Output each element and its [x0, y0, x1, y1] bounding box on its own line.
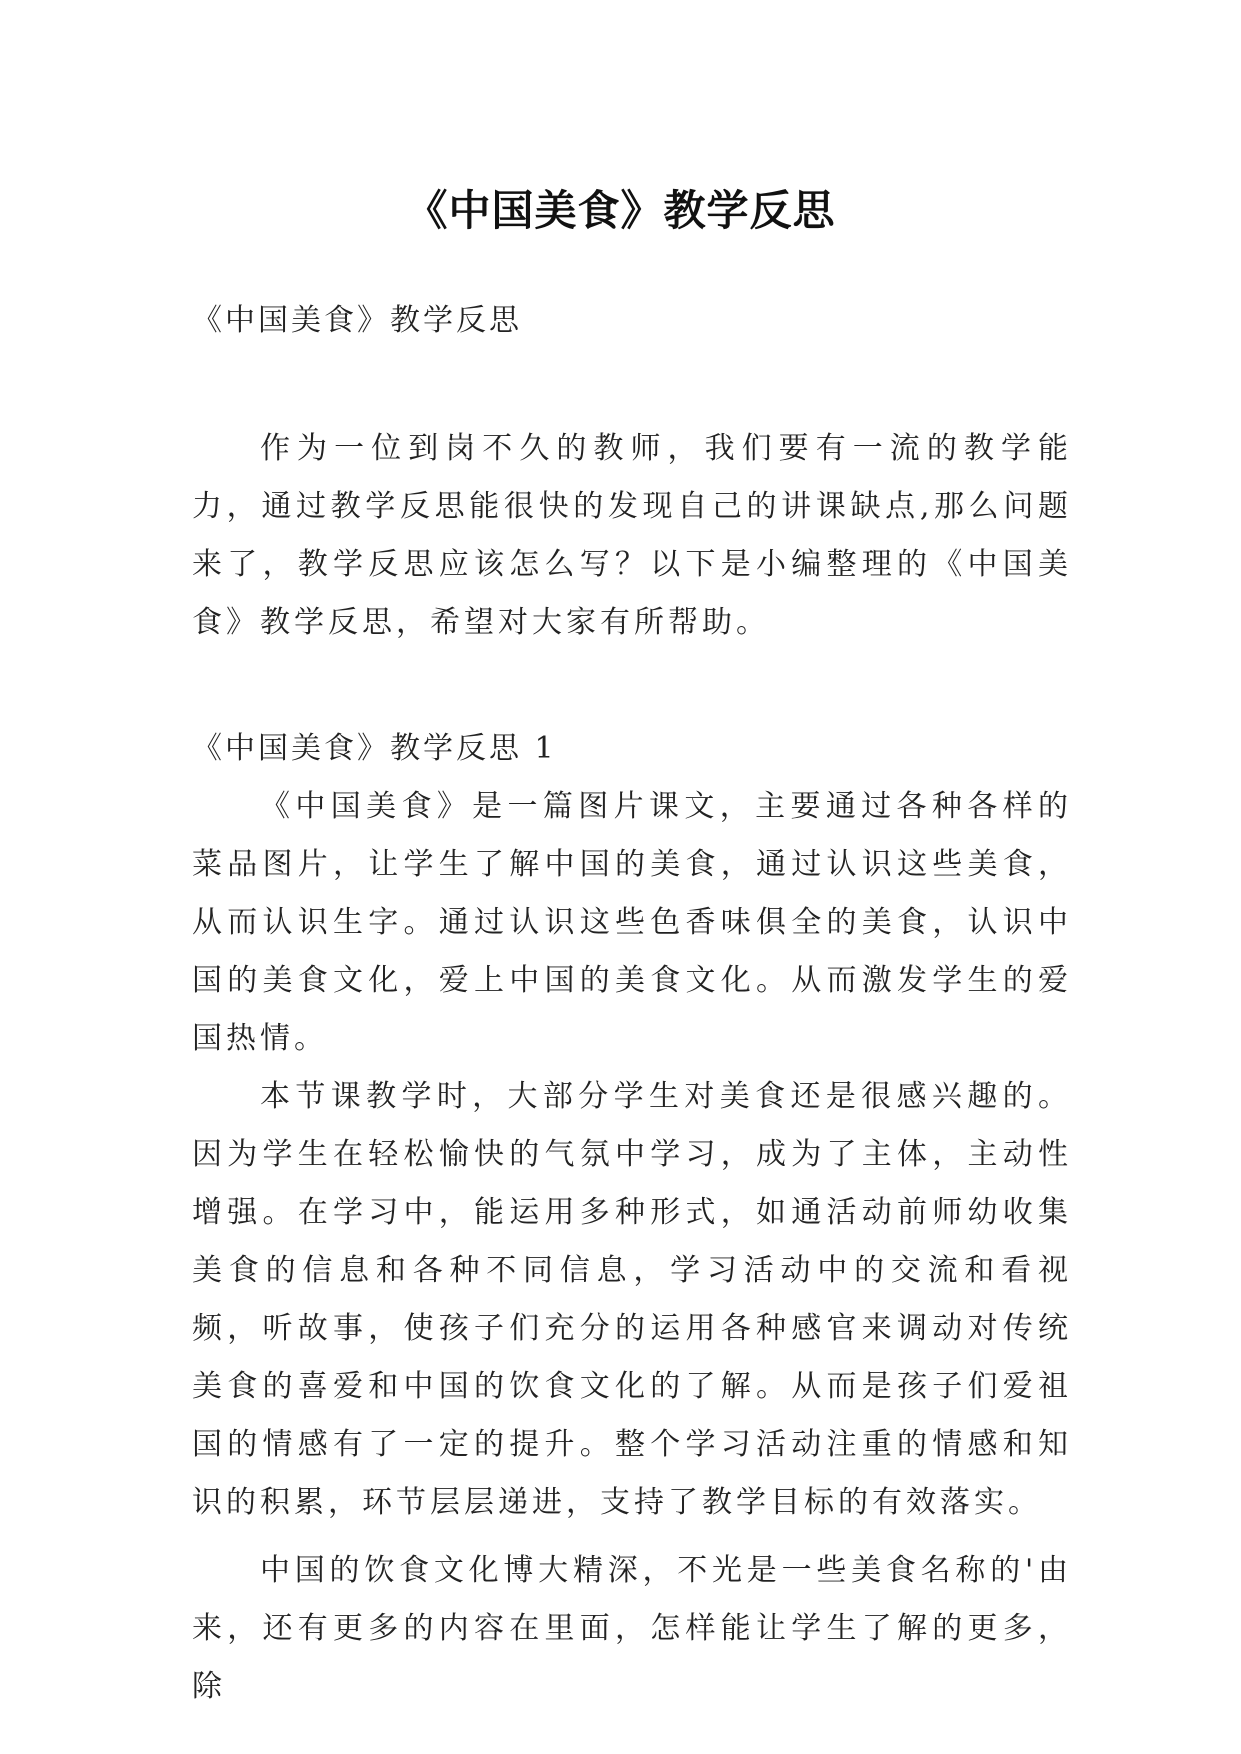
body-paragraph: 本节课教学时，大部分学生对美食还是很感兴趣的。因为学生在轻松愉快的气氛中学习，成为了主体，主动性增强。在学习中，能运用多种形式，如通活动前师幼收集美食的信息和各种不同信息，学习活动中的交流和看视频，听故事，使孩子们充分的运用各种感官来调动对传统美食的喜爱和中国的饮食文化的了解。从而是孩子们爱祖国的情感有了一定的提升。整个学习活动注重的情感和知识的积累，环节层层递进，支持了教学目标的有效落实。 — [192, 1079, 1072, 1520]
body-paragraph: 中国的饮食文化博大精深，不光是一些美食名称的'由来，还有更多的内容在里面，怎样能让学生了解的更多，除 — [192, 1553, 1072, 1704]
body-paragraph: 《中国美食》是一篇图片课文，主要通过各种各样的菜品图片，让学生了解中国的美食，通过认识这些美食，从而认识生字。通过认识这些色香味俱全的美食，认识中国的美食文化，爱上中国的美食文化。从而激发学生的爱国热情。 — [192, 789, 1072, 1056]
section-heading: 《中国美食》教学反思 1 — [192, 731, 557, 766]
document-title: 《中国美食》教学反思 — [405, 186, 836, 236]
intro-paragraph: 作为一位到岗不久的教师，我们要有一流的教学能力，通过教学反思能很快的发现自己的讲课缺点,那么问题来了，教学反思应该怎么写？以下是小编整理的《中国美食》教学反思，希望对大家有所帮助。 — [192, 431, 1072, 640]
document-subtitle: 《中国美食》教学反思 — [192, 303, 522, 338]
document-body — [192, 292, 1072, 1716]
